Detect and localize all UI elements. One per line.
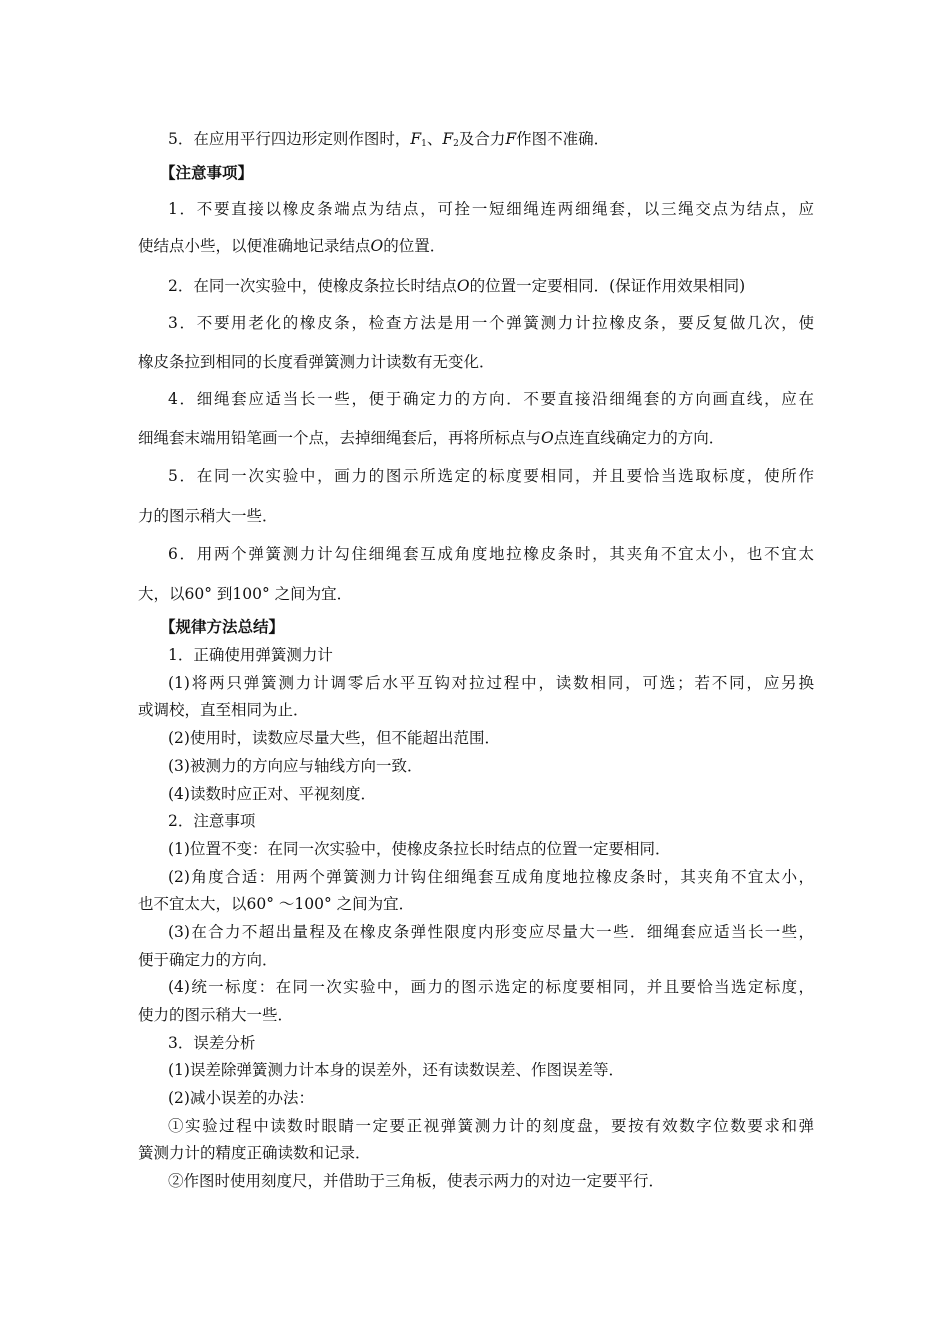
summary-2-4-line-2: 使力的图示稍大一些．: [138, 1006, 294, 1024]
note-6-line-2: 大，以60° 到100° 之间为宜．: [138, 585, 353, 603]
summary-2-3-line-2: 便于确定力的方向．: [138, 951, 278, 969]
text: 点连直线确定力的方向．: [553, 429, 725, 447]
var-f2: F: [442, 130, 454, 148]
summary-3-2-2: ②作图时使用刻度尺，并借助于三角板，使表示两力的对边一定要平行．: [168, 1172, 665, 1190]
text: 的位置．: [383, 237, 446, 255]
note-4-line-2: [138, 428, 814, 448]
sub-1: 1: [421, 139, 427, 149]
line-error-5: [168, 129, 814, 154]
summary-2-4-line-1: (4)统一标度：在同一次实验中，画力的图示选定的标度要相同，并且要恰当选定标度，: [168, 978, 814, 996]
var-o: O: [370, 237, 384, 255]
note-1-line-1: 1．不要直接以橡皮条端点为结点，可拴一短细绳连两细绳套，以三绳交点为结点，应: [168, 200, 814, 218]
summary-1-4: (4)读数时应正对、平视刻度．: [168, 785, 376, 803]
note-2: [168, 276, 814, 296]
summary-2-1: (1)位置不变：在同一次实验中，使橡皮条拉长时结点的位置一定要相同．: [168, 840, 671, 858]
summary-1-2: (2)使用时，读数应尽量大些，但不能超出范围．: [168, 729, 500, 747]
summary-2: 2．注意事项: [168, 812, 256, 830]
note-1-line-2: [138, 236, 814, 256]
text: 5．在应用平行四边形定则作图时，: [168, 130, 411, 148]
text: 2．在同一次实验中，使橡皮条拉长时结点: [168, 277, 457, 295]
summary-1-3: (3)被测力的方向应与轴线方向一致．: [168, 757, 423, 775]
text: 细绳套末端用铅笔画一个点，去掉细绳套后，再将所标点与: [138, 429, 542, 447]
var-f: F: [505, 130, 517, 148]
summary-1-1-line-1: (1)将两只弹簧测力计调零后水平互钩对拉过程中，读数相同，可选；若不同，应另换: [168, 674, 814, 692]
note-3-line-1: 3．不要用老化的橡皮条，检查方法是用一个弹簧测力计拉橡皮条，要反复做几次，使: [168, 314, 814, 332]
heading-method-summary: 【规律方法总结】: [160, 617, 285, 636]
summary-3-2-1-line-1: ①实验过程中读数时眼睛一定要正视弹簧测力计的刻度盘，要按有效数字位数要求和弹: [168, 1117, 814, 1135]
summary-1-1-line-2: 或调校，直至相同为止．: [138, 701, 309, 719]
note-4-line-1: 4．细绳套应适当长一些，便于确定力的方向．不要直接沿细绳套的方向画直线，应在: [168, 390, 814, 408]
note-5-line-2: 力的图示稍大一些．: [138, 507, 278, 525]
summary-3-2-1-line-2: 簧测力计的精度正确读数和记录．: [138, 1144, 371, 1162]
var-o: O: [456, 277, 470, 295]
heading-notes: 【注意事项】: [160, 163, 254, 182]
summary-2-2-line-1: (2)角度合适：用两个弹簧测力计钩住细绳套互成角度地拉橡皮条时，其夹角不宜太小，: [168, 868, 814, 886]
summary-2-2-line-2: 也不宜太大，以60° ～100° 之间为宜．: [138, 895, 415, 913]
sub-2: 2: [453, 139, 459, 149]
note-5-line-1: 5．在同一次实验中，画力的图示所选定的标度要相同，并且要恰当选取标度，使所作: [168, 467, 814, 485]
text: 使结点小些，以便准确地记录结点: [138, 237, 371, 255]
summary-3-2: (2)减小误差的办法：: [168, 1089, 314, 1107]
text: 及合力: [458, 130, 506, 148]
var-o: O: [541, 429, 554, 447]
text: 、: [426, 130, 443, 148]
summary-3-1: (1)误差除弹簧测力计本身的误差外，还有读数误差、作图误差等．: [168, 1061, 624, 1079]
var-f1: F: [410, 130, 422, 148]
text: 的位置一定要相同．(保证作用效果相同): [469, 277, 746, 295]
summary-2-3-line-1: (3)在合力不超出量程及在橡皮条弹性限度内形变应尽量大一些．细绳套应适当长一些，: [168, 923, 814, 941]
summary-1: 1．正确使用弹簧测力计: [168, 646, 333, 664]
text: 作图不准确．: [516, 130, 610, 148]
summary-3: 3．误差分析: [168, 1034, 256, 1052]
note-6-line-1: 6．用两个弹簧测力计勾住细绳套互成角度地拉橡皮条时，其夹角不宜太小，也不宜太: [168, 545, 814, 563]
note-3-line-2: 橡皮条拉到相同的长度看弹簧测力计读数有无变化．: [138, 353, 495, 371]
